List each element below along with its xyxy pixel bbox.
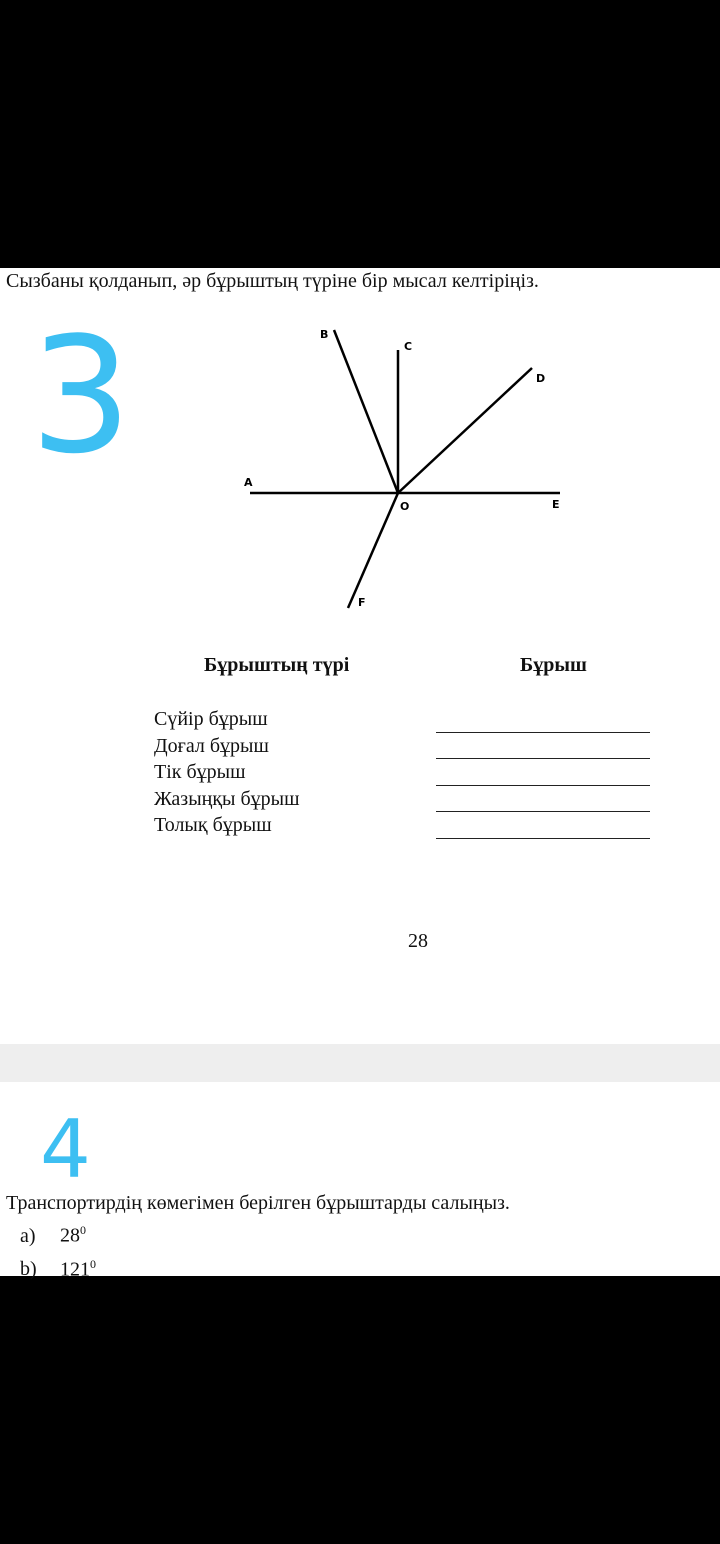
ray-OD	[398, 368, 532, 493]
answer-lines	[436, 706, 650, 839]
task3-number: 3	[30, 302, 132, 489]
list-item	[20, 1250, 96, 1284]
angle-type-full: Толық бұрыш	[154, 814, 272, 836]
worksheet-page-1	[0, 268, 720, 1044]
item-label: a)	[20, 1224, 36, 1247]
page-separator	[0, 1044, 720, 1082]
angle-diagram	[230, 320, 590, 560]
task4-items	[20, 1216, 96, 1283]
worksheet-page-2	[0, 1082, 720, 1281]
label-O: O	[400, 500, 410, 513]
answer-line-acute[interactable]	[436, 706, 650, 733]
list-item	[20, 1216, 96, 1250]
angle-diagram-lower	[230, 560, 390, 620]
angle-type-acute: Сүйір бұрыш	[154, 708, 268, 730]
label-B: B	[320, 328, 329, 341]
angle-type-obtuse: Доғал бұрыш	[154, 734, 269, 757]
label-E: E	[552, 498, 560, 511]
item-value: 28	[60, 1224, 80, 1247]
degree-mark: 0	[80, 1223, 86, 1237]
task3-instruction: Сызбаны қолданып, әр бұрыштың түріне бір мысал келтіріңіз.	[6, 270, 539, 292]
table-header-angle: Бұрыш	[520, 654, 587, 676]
angle-type-list	[154, 706, 300, 839]
task4-number: 4	[40, 1103, 91, 1196]
table-header-type: Бұрыштың түрі	[204, 654, 350, 676]
angle-type-right: Тік бұрыш	[154, 761, 246, 783]
answer-line-straight[interactable]	[436, 786, 650, 813]
task4-instruction: Транспортирдің көмегімен берілген бұрыштарды салыңыз.	[6, 1192, 510, 1214]
page-number: 28	[408, 930, 428, 952]
item-label: b)	[20, 1258, 37, 1281]
ray-OB	[334, 330, 398, 493]
label-A: A	[244, 476, 253, 489]
angle-type-straight: Жазыңқы бұрыш	[154, 787, 300, 810]
item-value: 121	[60, 1258, 90, 1281]
answer-line-obtuse[interactable]	[436, 733, 650, 760]
answer-line-full[interactable]	[436, 812, 650, 839]
label-D: D	[536, 372, 546, 385]
label-F: F	[358, 596, 366, 609]
ray-OF	[348, 493, 398, 560]
answer-line-right[interactable]	[436, 759, 650, 786]
degree-mark: 0	[90, 1256, 96, 1271]
label-C: C	[404, 340, 413, 353]
